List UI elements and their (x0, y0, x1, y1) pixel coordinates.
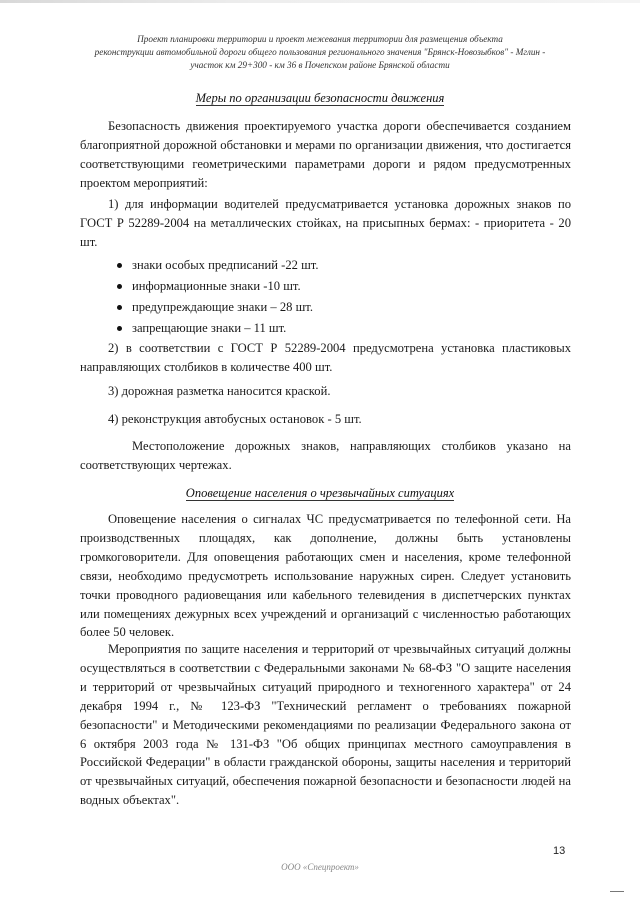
list-item: запрещающие знаки – 11 шт. (117, 318, 417, 339)
intro-paragraph: Безопасность движения проектируемого участка дороги обеспечивается созданием благоприятной дорожной обстановки и мерами по организации движения, что достигается соответствующими геометрическими параметрами дороги и рядом предусмотренных проектом мероприятий: (80, 119, 571, 190)
footer-stamp: ООО «Спецпроект» (281, 862, 359, 872)
emergency-paragraph-1: Оповещение населения о сигналах ЧС предусматривается по телефонной сети. На производственных площадях, как дополнение, должны быть установлены громкоговорители. Для оповещения работающих смен и населения, кроме телефонной связи, необходимо предусмотреть использование наружных сирен. Следует установить точки проводного радиовещания или кабельного телевидения в диспетчерских пунктах или помещениях дежурных всех учреждений и организаций с численностью работающих более 50 человек. (80, 512, 571, 640)
item-2-paragraph: 2) в соответствии с ГОСТ Р 52289-2004 предусмотрена установка пластиковых направляющих столбиков в количестве 400 шт. (80, 341, 571, 374)
list-item: информационные знаки -10 шт. (117, 276, 417, 297)
document-header (70, 33, 570, 72)
scan-edge (0, 0, 640, 3)
section-heading-traffic-safety: Меры по организации безопасности движения (195, 91, 445, 105)
header-line-1: Проект планировки территории и проект межевания территории для размещения объекта (137, 34, 503, 44)
item-3-paragraph: 3) дорожная разметка наносится краской. (108, 384, 331, 398)
header-line-3: участок км 29+300 - км 36 в Почепском районе Брянской области (190, 60, 450, 70)
bullet-icon (117, 326, 122, 331)
bullet-icon (117, 284, 122, 289)
bullet-icon (117, 263, 122, 268)
sign-list (117, 255, 417, 339)
location-paragraph: Местоположение дорожных знаков, направляющих столбиков указано на соответствующих чертежах. (80, 439, 571, 472)
bullet-icon (117, 305, 122, 310)
header-line-2: реконструкции автомобильной дороги общего пользования регионального значения "Брянск-Новозыбков" - Мглин - (94, 47, 546, 57)
item-1-paragraph: 1) для информации водителей предусматривается установка дорожных знаков по ГОСТ Р 52289-2004 на металлических стойках, на присыпных бермах: - приоритета - 20 шт. (80, 197, 571, 249)
item-4-paragraph: 4) реконструкция автобусных остановок - 5 шт. (108, 412, 362, 426)
section-heading-emergency: Оповещение населения о чрезвычайных ситуациях (185, 486, 455, 500)
emergency-paragraph-2: Мероприятия по защите населения и территорий от чрезвычайных ситуаций должны осуществляться в соответствии с Федеральными законами № 68-ФЗ "О защите населения и территорий от чрезвычайных ситуаций природного и техногенного характера" от 24 декабря 1994 г., № 123-ФЗ "Технический регламент о требованиях пожарной безопасности" и Методическими рекомендациями по реализации Федерального закона от 6 октября 2003 года № 131-ФЗ "Об общих принципах местного самоуправления в Российской Федерации" в области гражданской обороны, защиты населения и территорий от чрезвычайных ситуаций, обеспечения пожарной безопасности и безопасности людей на водных объектах". (80, 642, 571, 808)
scan-corner-mark (610, 891, 624, 892)
list-item: предупреждающие знаки – 28 шт. (117, 297, 417, 318)
page-number: 13 (553, 845, 566, 857)
list-item: знаки особых предписаний -22 шт. (117, 255, 417, 276)
